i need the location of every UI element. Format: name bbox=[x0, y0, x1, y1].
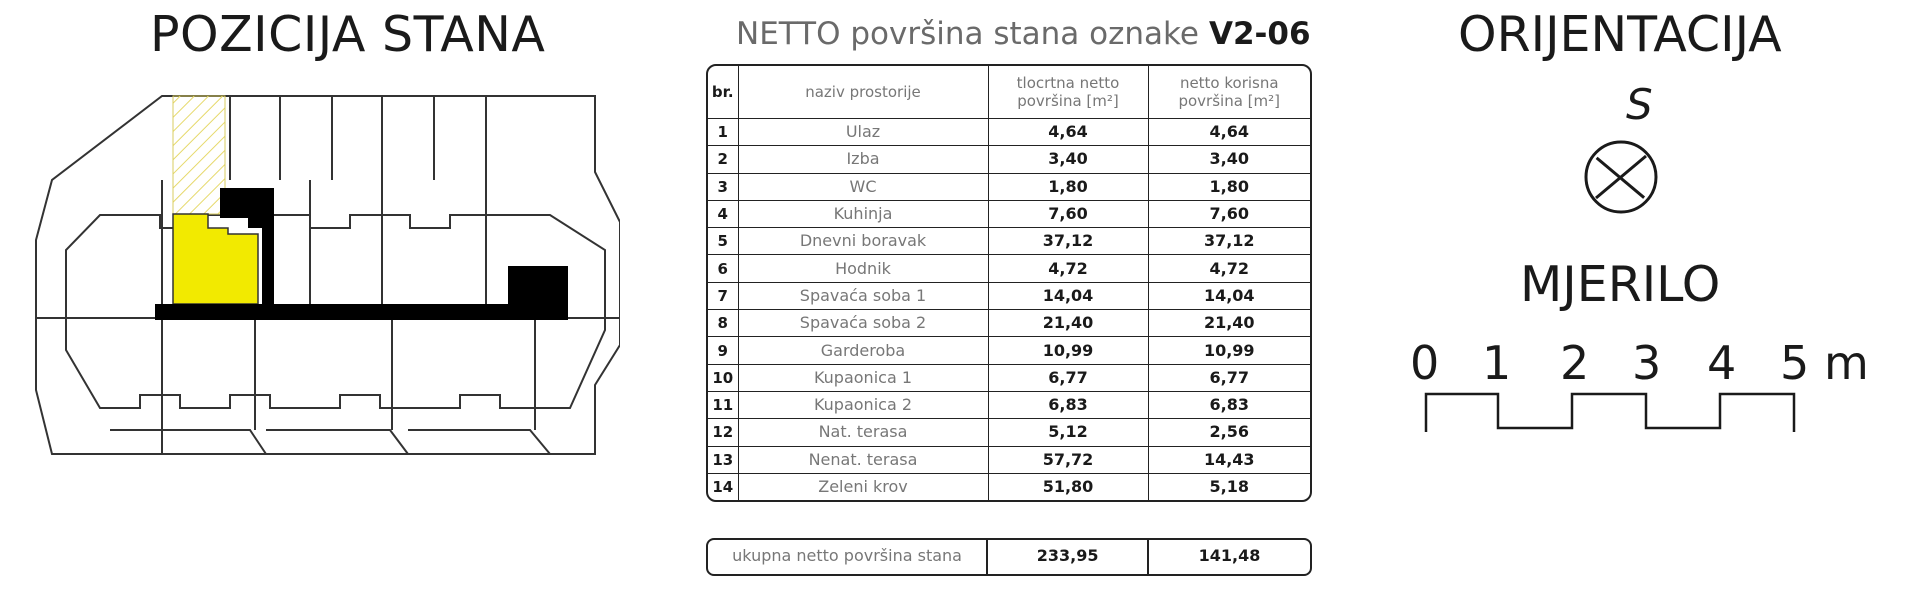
row-tlocrtna: 4,72 bbox=[988, 255, 1148, 282]
table-row bbox=[708, 146, 1310, 173]
row-korisna: 4,72 bbox=[1148, 255, 1310, 282]
row-korisna: 6,77 bbox=[1148, 364, 1310, 391]
floor-plan-diagram bbox=[30, 90, 620, 470]
table-title-prefix: NETTO površina stana oznake bbox=[736, 16, 1199, 52]
row-name: Zeleni krov bbox=[738, 473, 988, 500]
row-name: Spavaća soba 2 bbox=[738, 310, 988, 337]
table-row bbox=[708, 200, 1310, 227]
table-row bbox=[708, 282, 1310, 309]
row-name: Hodnik bbox=[738, 255, 988, 282]
row-korisna: 4,64 bbox=[1148, 119, 1310, 146]
row-no: 5 bbox=[708, 228, 738, 255]
scale-tick-4: 4 bbox=[1707, 336, 1737, 390]
compass-icon bbox=[1582, 138, 1660, 216]
room-area-table bbox=[706, 64, 1312, 502]
row-name: WC bbox=[738, 173, 988, 200]
total-label: ukupna netto površina stana bbox=[708, 540, 988, 574]
row-korisna: 1,80 bbox=[1148, 173, 1310, 200]
position-title: POZICIJA STANA bbox=[150, 6, 546, 63]
total-row bbox=[706, 538, 1312, 576]
row-korisna: 37,12 bbox=[1148, 228, 1310, 255]
table-row bbox=[708, 310, 1310, 337]
apartment-code: V2-06 bbox=[1208, 16, 1311, 52]
scale-title: MJERILO bbox=[1520, 256, 1721, 313]
row-name: Spavaća soba 1 bbox=[738, 282, 988, 309]
table-row bbox=[708, 337, 1310, 364]
row-name: Izba bbox=[738, 146, 988, 173]
table-row bbox=[708, 473, 1310, 500]
table-row bbox=[708, 446, 1310, 473]
scale-tick-3: 3 bbox=[1632, 336, 1662, 390]
row-name: Nat. terasa bbox=[738, 419, 988, 446]
row-korisna: 21,40 bbox=[1148, 310, 1310, 337]
row-korisna: 7,60 bbox=[1148, 200, 1310, 227]
row-tlocrtna: 57,72 bbox=[988, 446, 1148, 473]
orientation-title: ORIJENTACIJA bbox=[1458, 6, 1782, 63]
row-no: 7 bbox=[708, 282, 738, 309]
apartment-highlight bbox=[173, 214, 258, 304]
row-no: 10 bbox=[708, 364, 738, 391]
row-tlocrtna: 6,83 bbox=[988, 391, 1148, 418]
row-no: 4 bbox=[708, 200, 738, 227]
table-row bbox=[708, 419, 1310, 446]
scale-tick-1: 1 bbox=[1482, 336, 1512, 390]
row-tlocrtna: 10,99 bbox=[988, 337, 1148, 364]
scale-bar bbox=[1410, 336, 1880, 436]
table-row bbox=[708, 391, 1310, 418]
row-tlocrtna: 7,60 bbox=[988, 200, 1148, 227]
total-tlocrtna: 233,95 bbox=[988, 540, 1149, 574]
scale-tick-2: 2 bbox=[1560, 336, 1590, 390]
row-no: 13 bbox=[708, 446, 738, 473]
row-tlocrtna: 6,77 bbox=[988, 364, 1148, 391]
scale-unit: m bbox=[1824, 336, 1869, 390]
row-name: Nenat. terasa bbox=[738, 446, 988, 473]
scale-tick-5: 5 bbox=[1780, 336, 1810, 390]
scale-tick-0: 0 bbox=[1410, 336, 1440, 390]
row-no: 8 bbox=[708, 310, 738, 337]
row-tlocrtna: 1,80 bbox=[988, 173, 1148, 200]
row-tlocrtna: 4,64 bbox=[988, 119, 1148, 146]
row-no: 3 bbox=[708, 173, 738, 200]
compass-letter: S bbox=[1626, 80, 1653, 129]
balcony-hatch bbox=[173, 96, 225, 214]
header-korisna: netto korisna površina [m²] bbox=[1148, 66, 1310, 119]
row-name: Dnevni boravak bbox=[738, 228, 988, 255]
row-no: 9 bbox=[708, 337, 738, 364]
header-no: br. bbox=[708, 66, 738, 119]
row-no: 12 bbox=[708, 419, 738, 446]
row-tlocrtna: 37,12 bbox=[988, 228, 1148, 255]
table-title bbox=[736, 16, 1311, 52]
table-row bbox=[708, 255, 1310, 282]
row-korisna: 3,40 bbox=[1148, 146, 1310, 173]
row-name: Kupaonica 2 bbox=[738, 391, 988, 418]
row-tlocrtna: 14,04 bbox=[988, 282, 1148, 309]
row-no: 1 bbox=[708, 119, 738, 146]
row-name: Kuhinja bbox=[738, 200, 988, 227]
row-korisna: 10,99 bbox=[1148, 337, 1310, 364]
row-tlocrtna: 3,40 bbox=[988, 146, 1148, 173]
header-name: naziv prostorije bbox=[738, 66, 988, 119]
row-korisna: 6,83 bbox=[1148, 391, 1310, 418]
row-no: 14 bbox=[708, 473, 738, 500]
table-row bbox=[708, 364, 1310, 391]
row-korisna: 14,43 bbox=[1148, 446, 1310, 473]
row-no: 6 bbox=[708, 255, 738, 282]
row-no: 2 bbox=[708, 146, 738, 173]
scale-graphic bbox=[1410, 388, 1880, 438]
row-korisna: 2,56 bbox=[1148, 419, 1310, 446]
table-row bbox=[708, 119, 1310, 146]
row-tlocrtna: 21,40 bbox=[988, 310, 1148, 337]
row-tlocrtna: 5,12 bbox=[988, 419, 1148, 446]
row-name: Ulaz bbox=[738, 119, 988, 146]
row-korisna: 14,04 bbox=[1148, 282, 1310, 309]
total-korisna: 141,48 bbox=[1198, 546, 1261, 565]
row-name: Kupaonica 1 bbox=[738, 364, 988, 391]
header-tlocrtna: tlocrtna netto površina [m²] bbox=[988, 66, 1148, 119]
row-tlocrtna: 51,80 bbox=[988, 473, 1148, 500]
table-row bbox=[708, 173, 1310, 200]
table-row bbox=[708, 228, 1310, 255]
row-korisna: 5,18 bbox=[1148, 473, 1310, 500]
row-name: Garderoba bbox=[738, 337, 988, 364]
row-no: 11 bbox=[708, 391, 738, 418]
